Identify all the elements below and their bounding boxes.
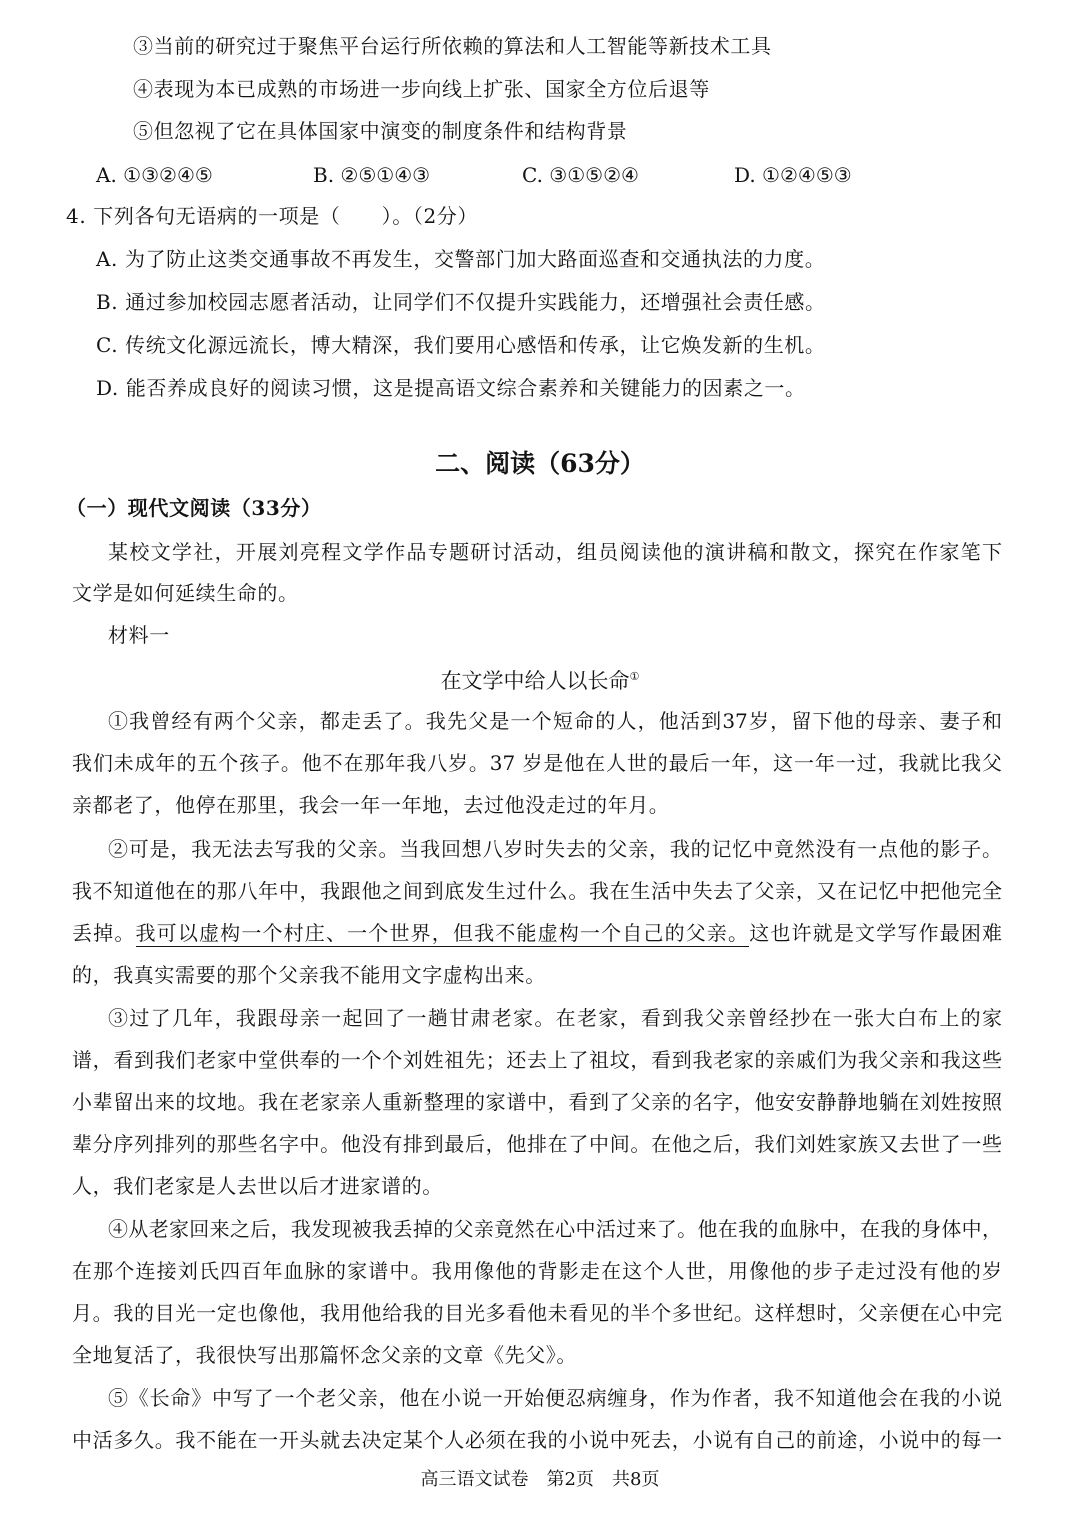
footnote-mark: ①	[629, 670, 640, 683]
q4-option-d: D. 能否养成良好的阅读习惯，这是提高语文综合素养和关键能力的因素之一。	[96, 376, 806, 400]
q3-option-c: C. ③①⑤②④	[522, 163, 639, 187]
q4-option-b: B. 通过参加校园志愿者活动，让同学们不仅提升实践能力，还增强社会责任感。	[96, 290, 826, 314]
p2-line-3-post: 这也许就是文学写作最困难	[749, 921, 1003, 945]
p3-line-3: 小辈留出来的坟地。我在老家亲人重新整理的家谱中，看到了父亲的名字，他安安静静地躺在刘姓按照	[72, 1090, 1002, 1114]
q3-option-b: B. ②⑤①④③	[313, 163, 431, 187]
section-subtitle: （一）现代文阅读（33分）	[66, 496, 322, 520]
q4-option-c: C. 传统文化源远流长，博大精深，我们要用心感悟和传承，让它焕发新的生机。	[96, 333, 826, 357]
p3-line-5: 人，我们老家是人去世以后才进家谱的。	[72, 1174, 443, 1198]
section-title: 二、阅读（63分）	[435, 449, 645, 478]
q4-stem: 4. 下列各句无语病的一项是（ ）。（2分）	[66, 204, 478, 228]
p5-line-1: ⑤《长命》中写了一个老父亲，他在小说一开始便忍病缠身，作为作者，我不知道他会在我的小说	[108, 1386, 1002, 1410]
p3-line-2: 谱，看到我们老家中堂供奉的一个个刘姓祖先；还去上了祖坟，看到我老家的亲戚们为我父亲和我这些	[72, 1048, 1002, 1072]
p4-line-4: 全地复活了，我很快写出那篇怀念父亲的文章《先父》。	[72, 1343, 577, 1367]
q3-item-4: ④表现为本已成熟的市场进一步向线上扩张、国家全方位后退等	[133, 77, 710, 101]
underlined-sentence: 我可以虚构一个村庄、一个世界，但我不能虚构一个自己的父亲。	[135, 921, 750, 945]
intro-line-2: 文学是如何延续生命的。	[72, 581, 299, 605]
article-title-text: 在文学中给人以长命	[440, 669, 630, 693]
p2-line-3-pre: 丢掉。	[72, 921, 136, 945]
q3-option-d: D. ①②④⑤③	[734, 163, 852, 187]
article-title	[0, 663, 1080, 695]
p1-line-1: ①我曾经有两个父亲，都走丢了。我先父是一个短命的人，他活到37岁，留下他的母亲、妻子和	[108, 709, 1002, 733]
q3-option-a: A. ①③②④⑤	[96, 163, 213, 187]
p2-line-3	[72, 919, 1002, 947]
page-footer: 高三语文试卷 第2页 共8页	[420, 1469, 660, 1490]
q3-item-5: ⑤但忽视了它在具体国家中演变的制度条件和结构背景	[133, 119, 628, 143]
p1-line-2: 我们未成年的五个孩子。他不在那年我八岁。37 岁是他在人世的最后一年，这一年一过，我就比我父	[72, 751, 1002, 775]
p2-line-2: 我不知道他在的那八年中，我跟他之间到底发生过什么。我在生活中失去了父亲，又在记忆中把他完全	[72, 879, 1002, 903]
p2-line-1: ②可是，我无法去写我的父亲。当我回想八岁时失去的父亲，我的记忆中竟然没有一点他的影子。	[108, 837, 1002, 861]
p3-line-1: ③过了几年，我跟母亲一起回了一趟甘肃老家。在老家，看到我父亲曾经抄在一张大白布上的家	[108, 1006, 1002, 1030]
p1-line-3: 亲都老了，他停在那里，我会一年一年地，去过他没走过的年月。	[72, 793, 670, 817]
intro-line-1: 某校文学社，开展刘亮程文学作品专题研讨活动，组员阅读他的演讲稿和散文，探究在作家笔下	[108, 540, 1002, 564]
p2-line-4: 的，我真实需要的那个父亲我不能用文字虚构出来。	[72, 963, 546, 987]
material-label: 材料一	[108, 623, 170, 647]
q3-item-3: ③当前的研究过于聚焦平台运行所依赖的算法和人工智能等新技术工具	[133, 34, 772, 58]
p4-line-1: ④从老家回来之后，我发现被我丢掉的父亲竟然在心中活过来了。他在我的血脉中，在我的身体中，	[108, 1217, 1002, 1241]
p3-line-4: 辈分序列排列的那些名字中。他没有排到最后，他排在了中间。在他之后，我们刘姓家族又去世了一些	[72, 1132, 1002, 1156]
p4-line-2: 在那个连接刘氏四百年血脉的家谱中。我用像他的背影走在这个人世，用像他的步子走过没有他的岁	[72, 1259, 1002, 1283]
p5-line-2: 中活多久。我不能在一开头就去决定某个人必须在我的小说中死去，小说有自己的前途，小说中的每一	[72, 1428, 1002, 1452]
q4-option-a: A. 为了防止这类交通事故不再发生，交警部门加大路面巡查和交通执法的力度。	[96, 247, 826, 271]
p4-line-3: 月。我的目光一定也像他，我用他给我的目光多看他未看见的半个多世纪。这样想时，父亲便在心中完	[72, 1301, 1002, 1325]
